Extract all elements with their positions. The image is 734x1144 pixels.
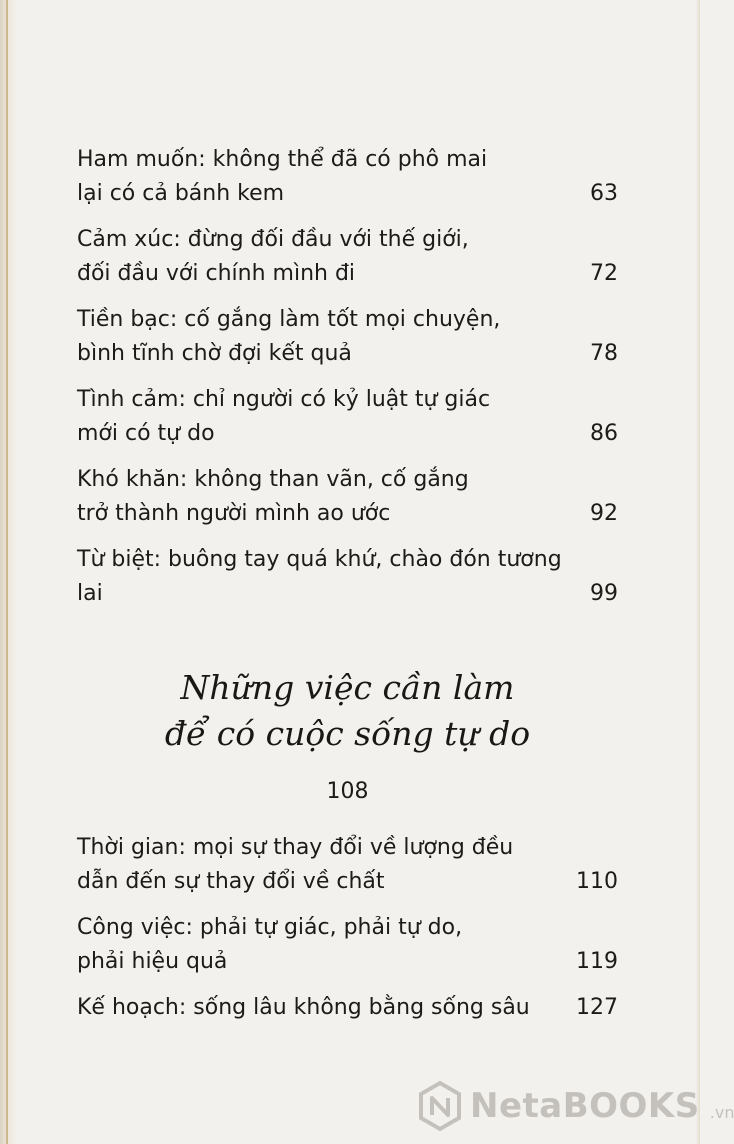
toc-entry-line: bình tĩnh chờ đợi kết quả xyxy=(77,341,352,366)
section-heading xyxy=(77,665,618,757)
table-of-contents xyxy=(77,143,618,1037)
toc-page-number: 92 xyxy=(590,501,618,526)
watermark xyxy=(418,1076,734,1136)
toc-page-number: 72 xyxy=(590,261,618,286)
toc-entry xyxy=(77,383,618,451)
toc-page-number: 110 xyxy=(576,869,618,894)
toc-page-number: 99 xyxy=(590,581,618,606)
toc-page-number: 78 xyxy=(590,341,618,366)
toc-page-number: 119 xyxy=(576,949,618,974)
toc-entry xyxy=(77,991,618,1025)
toc-entry xyxy=(77,911,618,979)
toc-entry-title xyxy=(77,543,568,611)
toc-entry-line: Công việc: phải tự giác, phải tự do, xyxy=(77,915,463,940)
section-heading-line: Những việc cần làm xyxy=(180,668,515,707)
toc-entry-title xyxy=(77,223,568,291)
toc-entry-line: Khó khăn: không than vãn, cố gắng xyxy=(77,467,469,492)
watermark-tld: .vn xyxy=(709,1103,734,1122)
toc-entry xyxy=(77,831,618,899)
toc-entry-line: Kế hoạch: sống lâu không bằng sống sâu xyxy=(77,995,530,1020)
toc-entry xyxy=(77,463,618,531)
toc-entry-line: Thời gian: mọi sự thay đổi về lượng đều xyxy=(77,835,514,860)
spine-edge-line xyxy=(6,0,8,1144)
toc-entry-title xyxy=(77,991,568,1025)
toc-entry-line: Tình cảm: chỉ người có kỷ luật tự giác xyxy=(77,387,491,412)
book-spine-shadow xyxy=(0,0,16,1144)
toc-entry-title xyxy=(77,143,568,211)
toc-entry-title xyxy=(77,383,568,451)
toc-entry xyxy=(77,303,618,371)
toc-entry-line: dẫn đến sự thay đổi về chất xyxy=(77,869,385,894)
toc-entry-line: Tiền bạc: cố gắng làm tốt mọi chuyện, xyxy=(77,307,501,332)
toc-entry-line: mới có tự do xyxy=(77,421,215,446)
section-page-number: 108 xyxy=(326,779,369,804)
toc-group-top xyxy=(77,143,618,611)
toc-entry-title xyxy=(77,303,568,371)
toc-entry-title xyxy=(77,911,568,979)
toc-entry-line: đối đầu với chính mình đi xyxy=(77,261,356,286)
toc-entry xyxy=(77,223,618,291)
watermark-brand: NetaBOOKS xyxy=(470,1086,700,1126)
section-heading-line: để có cuộc sống tự do xyxy=(164,714,531,753)
netabooks-logo-icon xyxy=(418,1081,462,1131)
toc-entry-line: lại có cả bánh kem xyxy=(77,181,285,206)
toc-entry xyxy=(77,543,618,611)
toc-page-number: 63 xyxy=(590,181,618,206)
toc-entry-line: Cảm xúc: đừng đối đầu với thế giới, xyxy=(77,227,469,252)
toc-entry-title xyxy=(77,831,568,899)
toc-group-bottom xyxy=(77,831,618,1025)
toc-page-number: 127 xyxy=(576,995,618,1020)
toc-entry-title xyxy=(77,463,568,531)
toc-entry-line: Từ biệt: buông tay quá khứ, chào đón tương lai xyxy=(77,547,562,606)
toc-page-number: 86 xyxy=(590,421,618,446)
toc-entry-line: Ham muốn: không thể đã có phô mai xyxy=(77,147,488,172)
toc-entry-line: phải hiệu quả xyxy=(77,949,228,974)
toc-entry xyxy=(77,143,618,211)
toc-entry-line: trở thành người mình ao ước xyxy=(77,501,391,526)
